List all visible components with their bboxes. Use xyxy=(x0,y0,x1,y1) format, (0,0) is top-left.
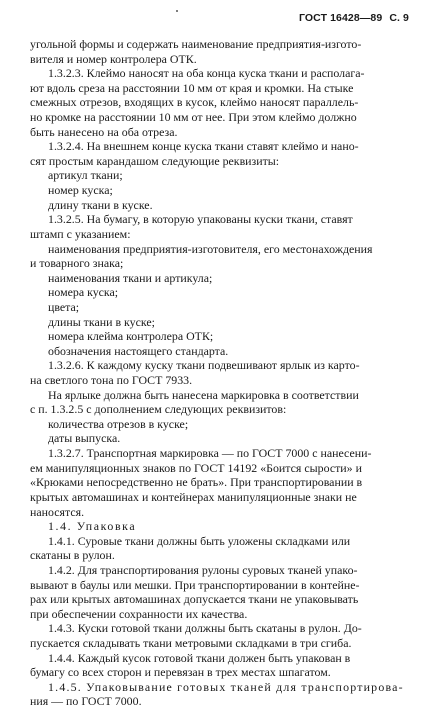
text-line: количества отрезов в куске; xyxy=(48,416,189,431)
text-line: при обеспечении сохранности их качества. xyxy=(30,606,248,621)
text-line: 1.3.2.3. Клеймо наносят на оба конца куска ткани и располага- xyxy=(48,66,365,81)
text-line: 1.4.5. Упаковывание готовых тканей для транспортирова- xyxy=(48,679,404,694)
text-line: но кромке на расстоянии 10 мм от нее. При этом клеймо должно xyxy=(30,110,357,125)
text-line: наименования предприятия-изготовителя, его местонахождения xyxy=(48,241,373,256)
text-line: угольной формы и содержать наименование предприятия-изгото- xyxy=(30,37,362,51)
text-line: ем манипуляционных знаков по ГОСТ 14192 «Боится сырости» и xyxy=(30,460,362,475)
text-line: бумагу со всех сторон и перевязан в трех местах шпагатом. xyxy=(30,665,331,680)
text-line: номер куска; xyxy=(48,183,113,198)
text-line: с п. 1.3.2.5 с дополнением следующих реквизитов: xyxy=(30,402,287,417)
text-line: артикул ткани; xyxy=(48,168,123,183)
text-line: 1.3.2.7. Транспортная маркировка — по ГОСТ 7000 с нанесени- xyxy=(48,446,372,461)
text-line: цвета; xyxy=(48,299,80,314)
section-heading: 1.4. Упаковка xyxy=(48,519,137,534)
text-line: штамп с указанием: xyxy=(30,226,131,241)
text-line: 1.4.1. Суровые ткани должны быть уложены складками или xyxy=(48,533,351,548)
text-line: На ярлыке должна быть нанесена маркировка в соответствии xyxy=(48,387,359,402)
text-line: на светлого тона по ГОСТ 7933. xyxy=(30,373,193,388)
text-line: 1.3.2.6. К каждому куску ткани подвешивают ярлык из карто- xyxy=(48,358,360,373)
text-line: «Крюками непосредственно не брать». При транспортировании в xyxy=(30,475,363,490)
text-line: скатаны в рулон. xyxy=(30,548,115,563)
page-header xyxy=(299,12,409,24)
text-line: 1.3.2.5. На бумагу, в которую упакованы куски ткани, ставят xyxy=(48,212,353,227)
text-line: сят простым карандашом следующие реквизиты: xyxy=(30,153,280,168)
text-line: вывают в баулы или мешки. При транспортировании в контейне- xyxy=(30,577,360,592)
text-line: 1.4.2. Для транспортирования рулоны суровых тканей упако- xyxy=(48,562,358,577)
text-line: наименования ткани и артикула; xyxy=(48,270,213,285)
text-line: быть нанесено на оба отреза. xyxy=(30,124,178,139)
text-line: рах или крытых автомашинах допускается ткани не упаковывать xyxy=(30,592,359,607)
text-line: крытых автомашинах и контейнерах манипуляционные знаки не xyxy=(30,489,357,504)
text-line: 1.3.2.4. На внешнем конце куска ткани ставят клеймо и нано- xyxy=(48,139,359,154)
text-line: вителя и номер контролера ОТК. xyxy=(30,51,197,66)
text-line: номера клейма контролера ОТК; xyxy=(48,329,214,344)
text-line: 1.4.4. Каждый кусок готовой ткани должен быть упакован в xyxy=(48,650,351,665)
text-line: обозначения настоящего стандарта. xyxy=(48,343,229,358)
text-line: ют вдоль среза на расстоянии 10 мм от края и кромки. На стыке xyxy=(30,80,354,95)
text-line: наносятся. xyxy=(30,504,85,519)
text-line: смежных отрезов, входящих в кусок, клеймо наносят параллель- xyxy=(30,95,359,110)
text-line: длину ткани в куске. xyxy=(48,197,153,212)
text-line: ния — по ГОСТ 7000. xyxy=(30,694,142,709)
text-line: 1.4.3. Куски готовой ткани должны быть скатаны в рулон. До- xyxy=(48,621,362,636)
page-speck xyxy=(176,10,178,12)
text-line: даты выпуска. xyxy=(48,431,121,446)
text-line: длины ткани в куске; xyxy=(48,314,155,329)
text-line: номера куска; xyxy=(48,285,119,300)
standard-title: ГОСТ 16428—89 xyxy=(298,12,383,24)
page-number: С. 9 xyxy=(389,12,409,24)
text-line: и товарного знака; xyxy=(30,256,124,271)
document-body xyxy=(30,37,412,709)
text-line: пускается складывать ткани метровыми складками в три сгиба. xyxy=(30,635,352,650)
